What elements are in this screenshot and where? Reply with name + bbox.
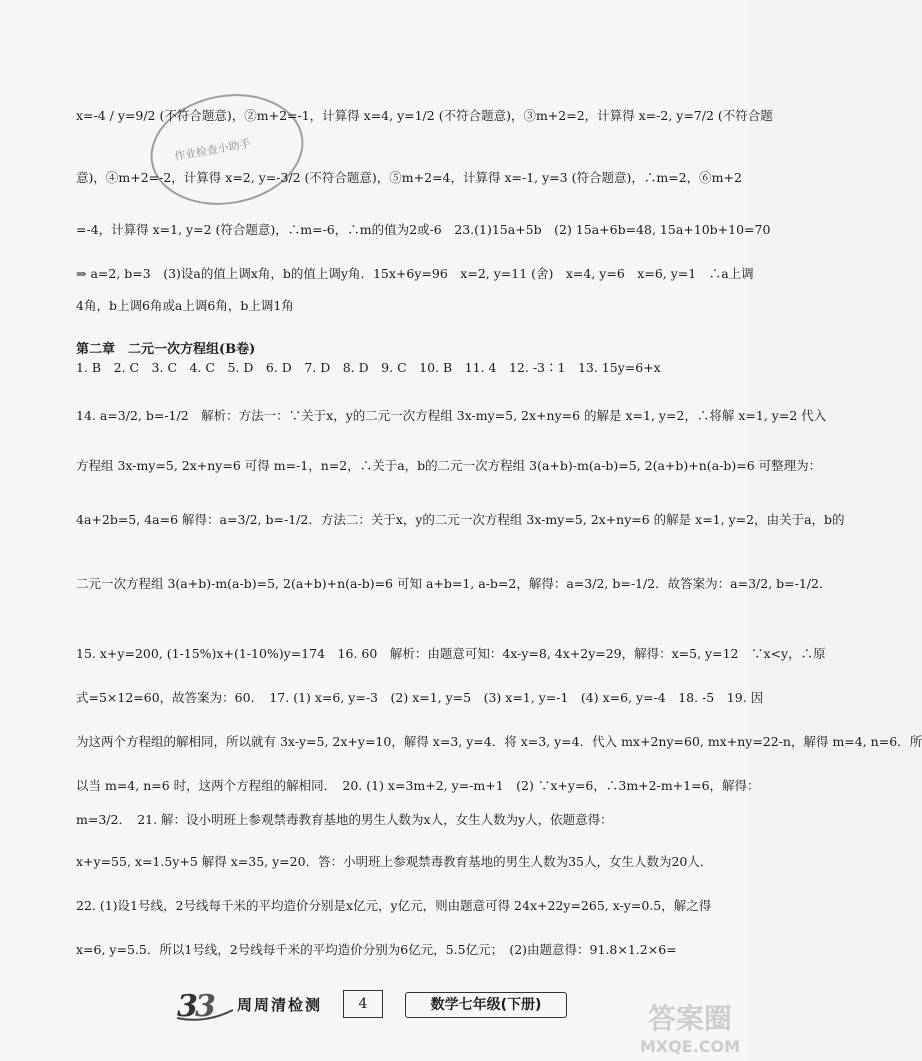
stamp-text: 作业检查小助手 bbox=[173, 136, 252, 164]
answer-line: 15. x+y=200, (1-15%)x+(1-10%)y=174 16. 60 解析：由题意可知：4x-y=8, 4x+2y=29，解得：x=5, y=12 ∵x<y，∴原 bbox=[76, 646, 826, 661]
answer-line: m=3/2． 21. 解：设小明班上参观禁毒教育基地的男生人数为x人，女生人数为y人，依题意得： bbox=[76, 812, 613, 827]
answer-line: x+y=55, x=1.5y+5 解得 x=35, y=20．答：小明班上参观禁毒教育基地的男生人数为35人，女生人数为20人． bbox=[76, 854, 713, 869]
svg-text:3: 3 bbox=[195, 989, 216, 1024]
text-line: =-4，计算得 x=1, y=2 (符合题意)，∴m=-6，∴m的值为2或-6 23.(1)15a+5b (2) 15a+6b=48, 15a+10b+10=70 bbox=[76, 222, 771, 237]
text-line: x=-4 / y=9/2 (不符合题意)，②m+2=-1，计算得 x=4, y=1/2 (不符合题意)，③m+2=2，计算得 x=-2, y=7/2 (不符合题 bbox=[76, 108, 773, 123]
answer-line: 22. (1)设1号线，2号线每千米的平均造价分别是x亿元，y亿元，则由题意可得 24x+22y=265, x-y=0.5，解之得 bbox=[76, 898, 712, 913]
text-line: ⇒ a=2, b=3 (3)设a的值上调x角，b的值上调y角．15x+6y=96 x=2, y=11 (舍) x=4, y=6 x=6, y=1 ∴a上调 bbox=[76, 266, 754, 281]
brand-name: 周周清检测 bbox=[237, 996, 323, 1014]
answer-line: 为这两个方程组的解相同，所以就有 3x-y=5, 2x+y=10，解得 x=3, y=4．将 x=3, y=4．代入 mx+2ny=60, mx+ny=22-n，解得 m=4, n=6．所 bbox=[76, 734, 922, 749]
inspection-stamp bbox=[142, 82, 313, 216]
site-watermark bbox=[639, 1002, 740, 1061]
text-line: 意)，④m+2=-2，计算得 x=2, y=-3/2 (不符合题意)，⑤m+2=4，计算得 x=-1, y=3 (符合题意)，∴m=2，⑥m+2 bbox=[76, 170, 742, 185]
answer-line: 以当 m=4, n=6 时，这两个方程组的解相同． 20. (1) x=3m+2, y=-m+1 (2) ∵x+y=6，∴3m+2-m+1=6，解得： bbox=[76, 778, 760, 793]
answer-line: 式=5×12=60，故答案为：60． 17. (1) x=6, y=-3 (2) x=1, y=5 (3) x=1, y=-1 (4) x=6, y=-4 18. -5 19. 因 bbox=[76, 690, 764, 705]
answer-line: x=6, y=5.5．所以1号线，2号线每千米的平均造价分别为6亿元，5.5亿元； (2)由题意得：91.8×1.2×6= bbox=[76, 942, 677, 957]
svg-text:3: 3 bbox=[177, 989, 198, 1024]
page-footer bbox=[175, 988, 585, 1022]
page-number: 4 bbox=[343, 990, 383, 1018]
text-line: 4角，b上调6角或a上调6角，b上调1角 bbox=[76, 298, 294, 313]
answer-line: 1. B 2. C 3. C 4. C 5. D 6. D 7. D 8. D 9. C 10. B 11. 4 12. -3∶1 13. 15y=6+x bbox=[76, 360, 661, 375]
brand-logo bbox=[175, 988, 235, 1022]
subject-label: 数学七年级(下册) bbox=[405, 992, 567, 1018]
answer-line: 4a+2b=5, 4a=6 解得：a=3/2, b=-1/2．方法二：关于x，y的二元一次方程组 3x-my=5, 2x+ny=6 的解是 x=1, y=2，由关于a，b的 bbox=[76, 512, 845, 527]
answer-line: 二元一次方程组 3(a+b)-m(a-b)=5, 2(a+b)+n(a-b)=6 可知 a+b=1, a-b=2，解得：a=3/2, b=-1/2．故答案为：a=3/2, b=-1/2． bbox=[76, 576, 832, 591]
chapter-title: 第二章 二元一次方程组(B卷) bbox=[76, 342, 256, 357]
watermark-title: 答案圈 bbox=[647, 1002, 732, 1035]
answer-line: 14. a=3/2, b=-1/2 解析：方法一：∵关于x，y的二元一次方程组 3x-my=5, 2x+ny=6 的解是 x=1, y=2，∴将解 x=1, y=2 代入 bbox=[76, 408, 827, 423]
watermark-url: MXQE.COM bbox=[639, 1037, 740, 1056]
answer-line: 方程组 3x-my=5, 2x+ny=6 可得 m=-1，n=2，∴关于a，b的二元一次方程组 3(a+b)-m(a-b)=5, 2(a+b)+n(a-b)=6 可整理为： bbox=[76, 458, 822, 473]
